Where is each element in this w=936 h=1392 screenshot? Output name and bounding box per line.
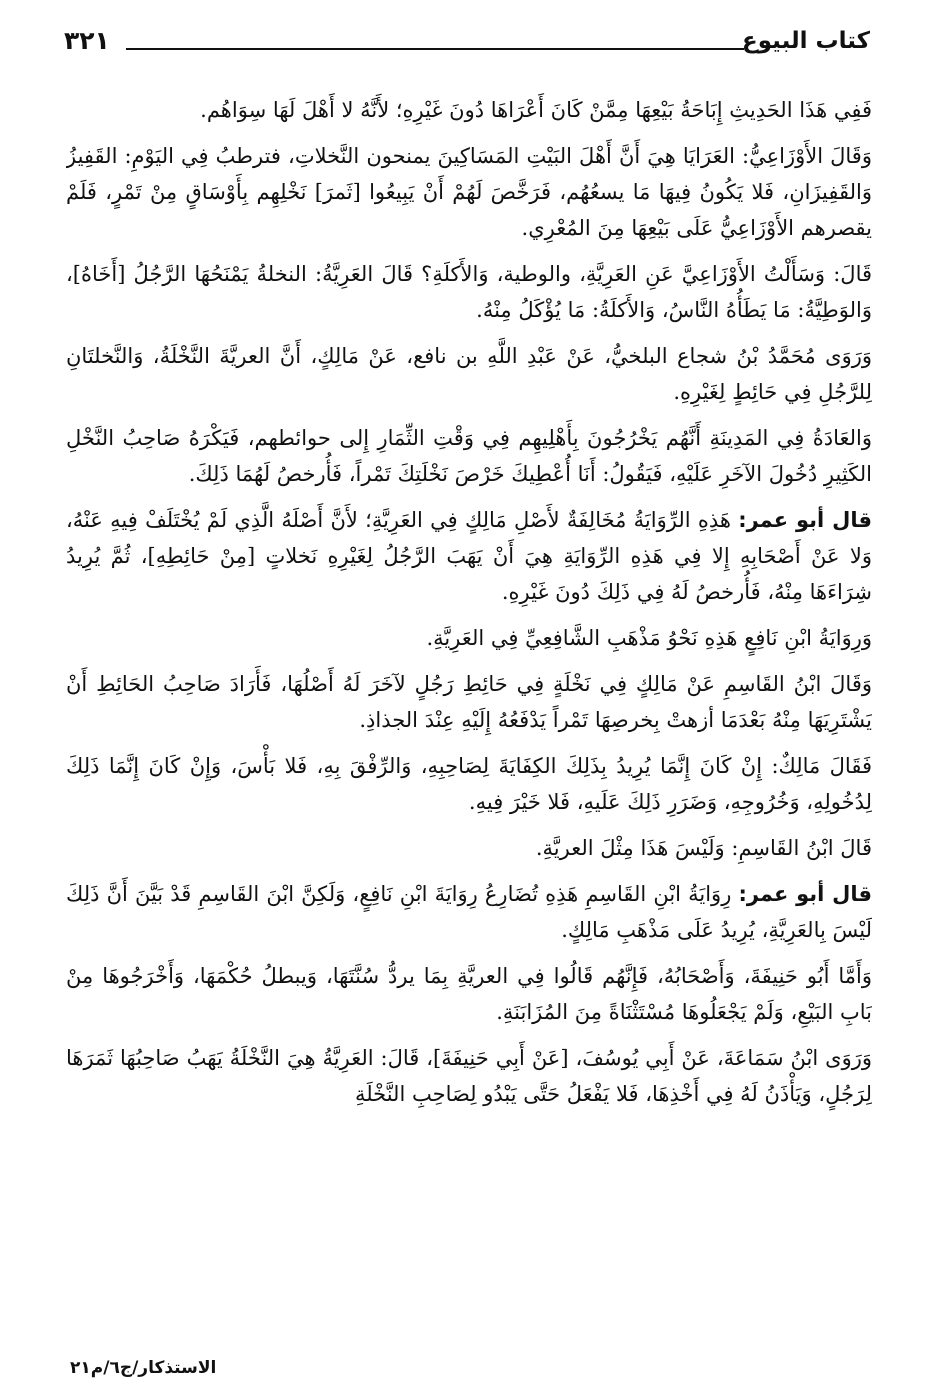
page-number: ٣٢١ [64,26,110,55]
paragraph-text: هَذِهِ الرِّوَايَةُ مُخَالِفَةٌ لأَصْلِ مَالِكٍ فِي العَرِيَّةِ؛ لأَنَّ أَصْلَهُ الَّذِي لَمْ يُخْتَلَفْ فِيهِ عَنْهُ، وَلا عَنْ أَصْحَابِهِ إِلا فِي هَذِهِ الرِّوَايَةِ هِيَ أَنْ يَهَبَ الرَّجُلُ لِغَيْرِهِ نَخلاتٍ [مِنْ حَائِطِهِ]، ثُمَّ يُرِيدُ شِرَاءَهَا مِنْهُ، فَأُرخصُ لَهُ فِي ذَلِكَ دُونَ غَيْرِهِ. [66,508,872,604]
book-title: كتاب البيوع [742,28,870,54]
paragraph-text: وَرِوَايَةُ ابْنِ نَافِعٍ هَذِهِ نَحْوُ مَذْهَبِ الشَّافِعِيِّ فِي العَرِيَّةِ. [426,626,872,650]
paragraph [66,502,872,610]
paragraph [66,338,872,410]
header-rule [126,48,744,50]
paragraph [66,1040,872,1112]
paragraph-text: وَقَالَ ابْنُ القَاسِمِ عَنْ مَالِكٍ فِي نَخْلَةٍ فِي حَائِطِ رَجُلٍ لآخَرَ لَهُ أَصْلُهَا، فَأَرَادَ صَاحِبُ الحَائِطِ أَنْ يَشْتَرِيَهَا مِنْهُ بَعْدَمَا أزهتْ بِخرصِهَا تَمْراً يَدْفَعُهُ إِلَيْهِ عِنْدَ الجذاذِ. [66,672,872,732]
paragraph-text: فَفِي هَذَا الحَدِيثِ إِبَاحَةُ بَيْعِهَا مِمَّنْ كَانَ أَعْرَاهَا دُونَ غَيْرِهِ؛ لأَنَّهُ لا أَهْلَ لَهَا سِوَاهُم. [200,98,872,122]
paragraph [66,92,872,128]
paragraph [66,748,872,820]
paragraph-text: وَالعَادَةُ فِي المَدِينَةِ أَنَّهُم يَخْرُجُونَ بِأَهْلِيهِم فِي وَقْتِ الثِّمَارِ إِلى حوائطهم، فَيَكْرَهُ صَاحِبُ النَّخْلِ الكَثِيرِ دُخُولَ الآخَرِ عَلَيْهِ، فَيَقُولُ: أَنَا أُعْطِيكَ خَرْصَ نَخْلَتِكَ تَمْراً، فَأُرخصُ لَهُمَا ذَلِكَ. [66,426,872,486]
paragraph-text: فَقَالَ مَالِكٌ: إِنْ كَانَ إِنَّمَا يُرِيدُ بِذَلِكَ الكِفَايَةَ لِصَاحِبِهِ، وَالرِّفْقَ بِهِ، فَلا بَأْسَ، وَإِنْ كَانَ إِنَّمَا ذَلِكَ لِدُخُولِهِ، وَخُرُوجِهِ، وَضَرَرِ ذَلِكَ عَلَيهِ، فَلا خَيْرَ فِيهِ. [66,754,872,814]
paragraph-text: وَرَوَى مُحَمَّدُ بْنُ شجاع البلخيُّ، عَنْ عَبْدِ اللَّهِ بن نافع، عَنْ مَالِكٍ، أَنَّ العريَّةَ النَّخْلَةُ، وَالنَّخلتَانِ لِلرَّجُلِ فِي حَائِطٍ لِغَيْرِهِ. [66,344,872,404]
speaker-label: قال أبو عمر: [738,508,872,532]
paragraph-text: قَالَ: وَسَأَلْتُ الأَوْزَاعِيَّ عَنِ العَرِيَّةِ، والوطية، وَالأَكلَةِ؟ قَالَ العَرِيَّةُ: النخلةُ يَمْنَحُهَا الرَّجُلُ [أَخَاهُ]، وَالوَطِيَّةُ: مَا يَطَأُهُ النَّاسُ، وَالأَكلَةُ: مَا يُؤْكَلُ مِنْهُ. [66,262,872,322]
paragraph [66,620,872,656]
paragraph-text: وَأَمَّا أَبُو حَنِيفَةَ، وَأَصْحَابُهُ، فَإِنَّهُم قَالُوا فِي العريَّةِ بِمَا يردُّ سُنَّتَهَا، وَيبطلُ حُكْمَهَا، وَأَخْرَجُوهَا مِنْ بَابِ البَيْعِ، وَلَمْ يَجْعَلُوهَا مُسْتَثْنَاةً مِنَ المُزَابَنَةِ. [66,964,872,1024]
paragraph [66,420,872,492]
paragraph [66,830,872,866]
running-header [64,26,870,66]
paragraph-text: وَقَالَ الأَوْزَاعِيُّ: العَرَايَا هِيَ أَنَّ أَهْلَ البَيْتِ المَسَاكِينَ يمنحون النَّخلاتِ، فترطبُ فِي اليَوْمِ: القَفِيزُ وَالقَفِيزَانِ، فَلا يَكُونُ فِيهَا مَا يسعُهُم، فَرَخَّصَ لَهُمْ أَنْ يَبِيعُوا [ثَمرَ] نَخْلِهِم بِأَوْسَاقٍ مِنْ تَمْرٍ، فَلَمْ يقصرهم الأَوْزَاعِيُّ عَلَى بَيْعِهَا مِنَ المُعْرِي. [66,144,872,240]
paragraph-text: رِوَايَةُ ابْنِ القَاسِمِ هَذِهِ تُضَارِعُ رِوَايَةَ ابْنِ نَافِعٍ، وَلَكِنَّ ابْنَ القَاسِمِ قَدْ بَيَّنَ أَنَّ ذَلِكَ لَيْسَ بِالعَرِيَّةِ، يُرِيدُ عَلَى مَذْهَبِ مَالِكٍ. [66,882,872,942]
footer-signature: الاستذكار/ج٦/م٢١ [70,1358,217,1378]
paragraph [66,256,872,328]
paragraph-text: قَالَ ابْنُ القَاسِمِ: وَلَيْسَ هَذَا مِثْلَ العريَّةِ. [535,836,872,860]
body-text [66,92,872,1342]
paragraph-text: وَرَوَى ابْنُ سَمَاعَةَ، عَنْ أَبِي يُوسُفَ، [عَنْ أَبِي حَنِيفَةَ]، قَالَ: العَرِيَّةُ هِيَ النَّخْلَةُ يَهَبُ صَاحِبُهَا ثَمَرَهَا لِرَجُلٍ، وَيَأْذَنُ لَهُ فِي أَخْذِهَا، فَلا يَفْعَلُ حَتَّى يَبْدُو لِصَاحِبِ النَّخْلَةِ [66,1046,872,1106]
paragraph [66,876,872,948]
speaker-label: قال أبو عمر: [738,882,872,906]
paragraph [66,138,872,246]
paragraph [66,958,872,1030]
paragraph [66,666,872,738]
